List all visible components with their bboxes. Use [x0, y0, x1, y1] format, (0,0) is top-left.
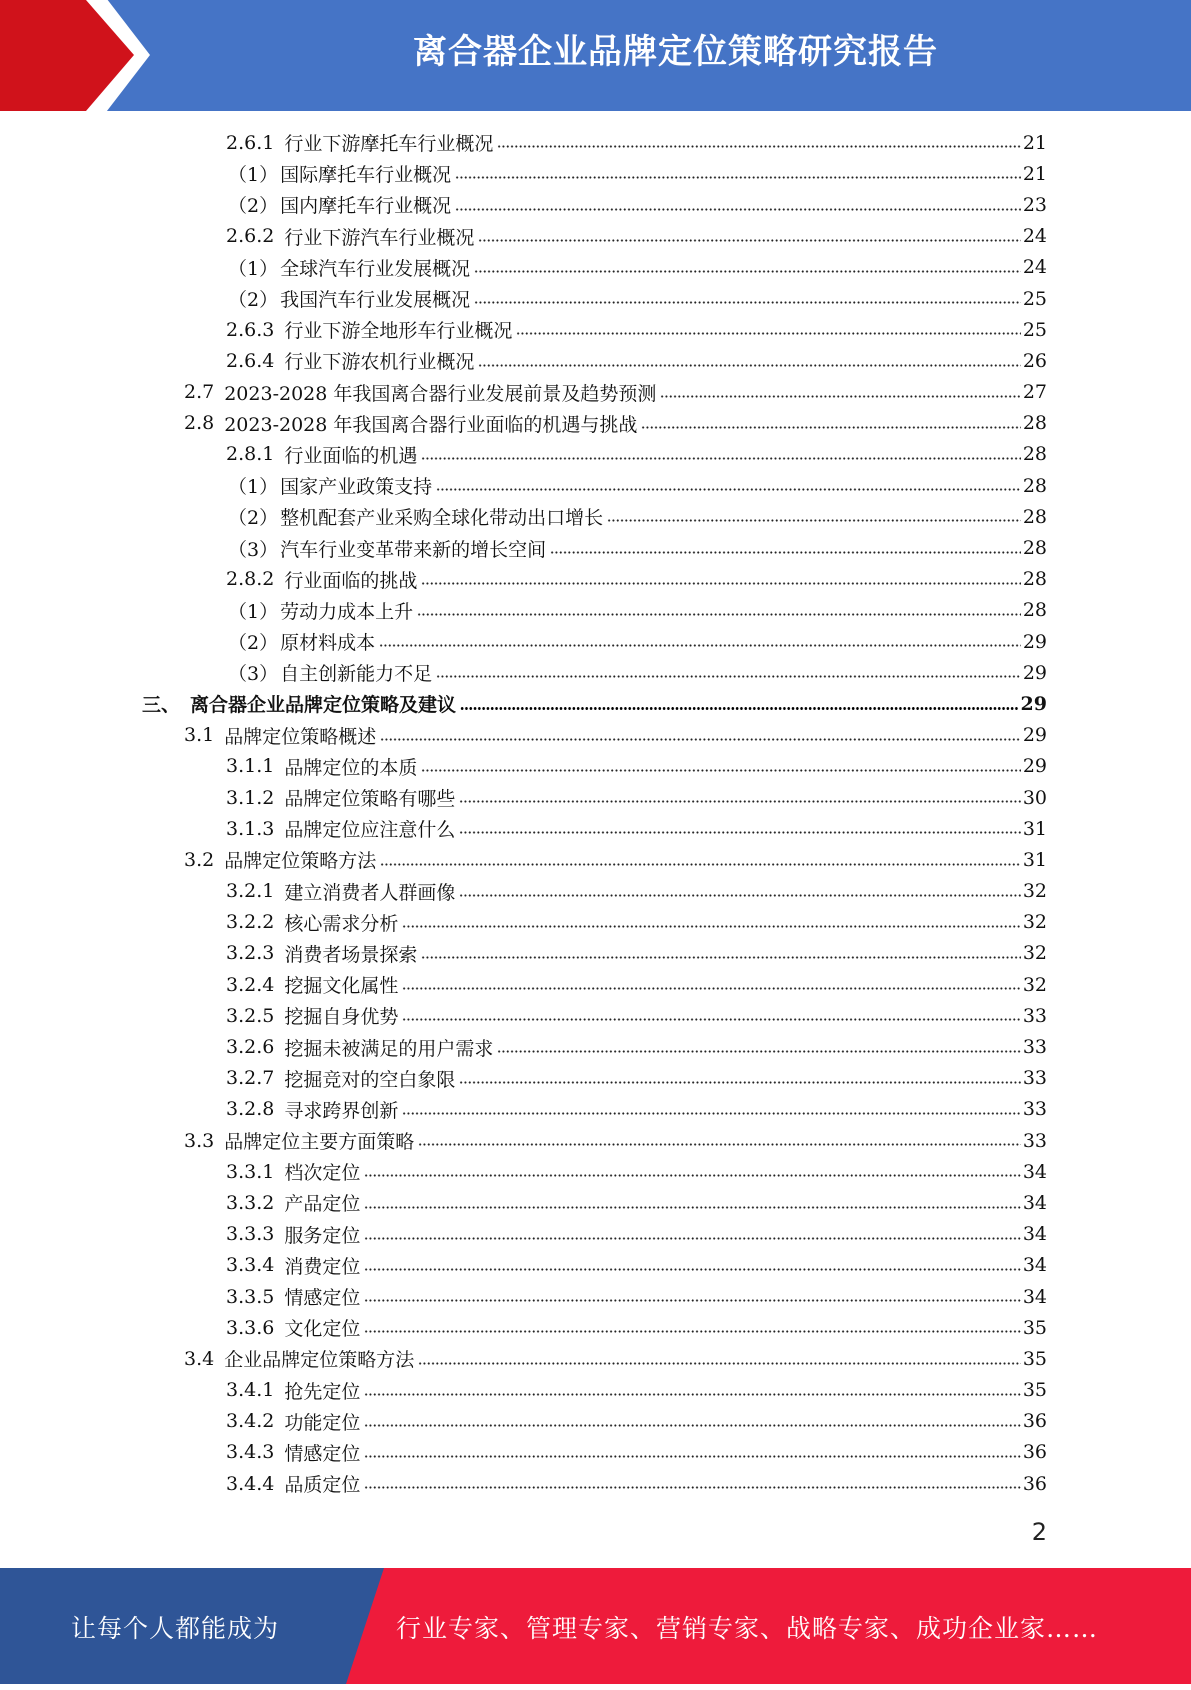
- toc-entry-title: 自主创新能力不足: [280, 663, 433, 686]
- toc-dot-leader: [607, 519, 1021, 522]
- toc-entry-page: 34: [1022, 1285, 1047, 1308]
- toc-entry-number: 3.1.3: [226, 817, 275, 840]
- toc-dot-leader: [459, 894, 1020, 897]
- toc-entry-page: 29: [1022, 724, 1047, 747]
- toc-entry-title: 服务定位: [284, 1224, 361, 1247]
- toc-entry-page: 33: [1022, 1036, 1047, 1059]
- toc-dot-leader: [455, 176, 1021, 179]
- toc-entry-page: 29: [1022, 755, 1047, 778]
- toc-entry[interactable]: [0, 1187, 1191, 1218]
- toc-dot-leader: [497, 1050, 1020, 1053]
- toc-dot-leader: [460, 707, 1019, 710]
- toc-entry[interactable]: [0, 626, 1191, 657]
- toc-entry-title: 原材料成本: [280, 632, 376, 655]
- toc-dot-leader: [418, 1362, 1021, 1365]
- toc-entry[interactable]: [0, 221, 1191, 252]
- page-footer: [0, 1568, 1191, 1684]
- toc-entry-title: 消费者场景探索: [284, 943, 418, 966]
- toc-entry-number: 3.4: [184, 1347, 215, 1370]
- toc-entry-page: 29: [1020, 692, 1047, 715]
- footer-slogan-right: 行业专家、管理专家、营销专家、战略专家、成功企业家……: [396, 1614, 1099, 1643]
- toc-dot-leader: [402, 1018, 1020, 1021]
- toc-entry-number: 3.4.2: [226, 1410, 275, 1433]
- toc-entry-title: 行业下游农机行业概况: [284, 351, 475, 374]
- toc-entry-number: 3.2.1: [226, 880, 275, 903]
- toc-entry-page: 34: [1022, 1191, 1047, 1214]
- toc-entry[interactable]: [0, 1219, 1191, 1250]
- toc-dot-leader: [364, 1299, 1020, 1302]
- toc-entry[interactable]: [0, 1250, 1191, 1281]
- toc-entry-page: 23: [1022, 193, 1047, 216]
- toc-entry-title: 行业下游摩托车行业概况: [284, 133, 494, 156]
- toc-entry-title: 品牌定位策略有哪些: [284, 788, 456, 811]
- toc-entry-page: 24: [1022, 225, 1047, 248]
- toc-entry-number: 3.1: [184, 724, 215, 747]
- toc-dot-leader: [436, 488, 1021, 491]
- toc-dot-leader: [459, 800, 1020, 803]
- toc-entry-number: 3.2: [184, 848, 215, 871]
- toc-entry-title: 建立消费者人群画像: [284, 881, 456, 904]
- toc-entry-title: 企业品牌定位策略方法: [224, 1349, 415, 1372]
- toc-dot-leader: [380, 863, 1021, 866]
- toc-entry[interactable]: [0, 439, 1191, 470]
- toc-entry-title: 行业面临的机遇: [284, 444, 418, 467]
- page-header: [0, 0, 1191, 111]
- toc-entry-number: （1）: [228, 476, 279, 499]
- toc-entry[interactable]: [0, 1156, 1191, 1187]
- header-title: 离合器企业品牌定位策略研究报告: [413, 32, 938, 72]
- toc-entry-page: 32: [1022, 942, 1047, 965]
- toc-dot-leader: [364, 1330, 1020, 1333]
- toc-entry-title: 劳动力成本上升: [280, 600, 414, 623]
- toc-entry[interactable]: [0, 345, 1191, 376]
- toc-dot-leader: [474, 301, 1021, 304]
- toc-entry-number: 3.4.4: [226, 1472, 275, 1495]
- toc-dot-leader: [364, 1174, 1020, 1177]
- toc-entry-number: （2）: [228, 289, 279, 312]
- toc-entry-title: 品牌定位策略方法: [224, 850, 377, 873]
- toc-entry-title: 挖掘竞对的空白象限: [284, 1068, 456, 1091]
- toc-entry[interactable]: [0, 1468, 1191, 1499]
- toc-dot-leader: [418, 1143, 1021, 1146]
- toc-entry[interactable]: [0, 1375, 1191, 1406]
- toc-entry-number: 2.6.1: [226, 131, 275, 154]
- toc-entry[interactable]: [0, 532, 1191, 563]
- toc-dot-leader: [364, 1393, 1020, 1396]
- toc-entry[interactable]: [0, 564, 1191, 595]
- toc-entry[interactable]: [0, 501, 1191, 532]
- toc-entry[interactable]: [0, 813, 1191, 844]
- toc-entry-title: 挖掘未被满足的用户需求: [284, 1037, 494, 1060]
- toc-entry-number: （3）: [228, 538, 279, 561]
- toc-dot-leader: [436, 675, 1021, 678]
- toc-entry-number: 2.8: [184, 412, 215, 435]
- toc-entry-page: 33: [1022, 1129, 1047, 1152]
- toc-entry-title: 挖掘自身优势: [284, 1006, 399, 1029]
- toc-entry-number: （2）: [228, 195, 279, 218]
- toc-dot-leader: [516, 332, 1020, 335]
- toc-entry-page: 29: [1022, 630, 1047, 653]
- toc-entry-page: 28: [1022, 537, 1047, 560]
- toc-entry[interactable]: [0, 314, 1191, 345]
- header-arrow-decoration: [0, 0, 170, 111]
- toc-entry-title: 品牌定位应注意什么: [284, 819, 456, 842]
- toc-entry-number: 2.6.3: [226, 318, 275, 341]
- toc-entry-page: 29: [1022, 661, 1047, 684]
- toc-entry-number: 3.3.4: [226, 1254, 275, 1277]
- toc-entry[interactable]: [0, 377, 1191, 408]
- toc-entry[interactable]: [0, 938, 1191, 969]
- toc-dot-leader: [364, 1206, 1020, 1209]
- toc-dot-leader: [364, 1486, 1020, 1489]
- toc-entry-title: 抢先定位: [284, 1380, 361, 1403]
- toc-entry-page: 28: [1022, 568, 1047, 591]
- toc-entry[interactable]: [0, 657, 1191, 688]
- toc-entry-title: 核心需求分析: [284, 912, 399, 935]
- toc-entry-number: 2.6.2: [226, 225, 275, 248]
- toc-entry-title: 国家产业政策支持: [280, 476, 433, 499]
- toc-entry[interactable]: [0, 1281, 1191, 1312]
- toc-entry[interactable]: [0, 158, 1191, 189]
- toc-entry[interactable]: [0, 844, 1191, 875]
- toc-entry-number: 2.6.4: [226, 349, 275, 372]
- toc-entry-page: 24: [1022, 256, 1047, 279]
- toc-dot-leader: [550, 551, 1021, 554]
- toc-dot-leader: [364, 1455, 1020, 1458]
- toc-dot-leader: [402, 1112, 1020, 1115]
- toc-entry-title: 行业面临的挑战: [284, 569, 418, 592]
- toc-entry-page: 26: [1022, 349, 1047, 372]
- toc-entry-title: 汽车行业变革带来新的增长空间: [280, 538, 547, 561]
- footer-slogan-left: 让每个人都能成为: [70, 1614, 279, 1643]
- toc-entry-number: 3.2.2: [226, 911, 275, 934]
- toc-entry-title: 情感定位: [284, 1287, 361, 1310]
- toc-entry-title: 国内摩托车行业概况: [280, 195, 452, 218]
- toc-entry-title: 情感定位: [284, 1442, 361, 1465]
- toc-entry-page: 32: [1022, 880, 1047, 903]
- toc-entry-page: 36: [1022, 1410, 1047, 1433]
- toc-entry-number: 3.3: [184, 1129, 215, 1152]
- toc-entry-title: 行业下游全地形车行业概况: [284, 320, 513, 343]
- toc-entry-page: 36: [1022, 1472, 1047, 1495]
- toc-entry[interactable]: [0, 720, 1191, 751]
- toc-dot-leader: [421, 582, 1020, 585]
- toc-entry[interactable]: [0, 127, 1191, 158]
- toc-entry-number: 3.2.8: [226, 1098, 275, 1121]
- toc-entry-number: 3.3.6: [226, 1316, 275, 1339]
- toc-entry-number: 3.2.3: [226, 942, 275, 965]
- toc-entry-number: 2.8.1: [226, 443, 275, 466]
- toc-dot-leader: [379, 644, 1021, 647]
- toc-entry-title: 行业下游汽车行业概况: [284, 226, 475, 249]
- toc-entry[interactable]: [0, 1312, 1191, 1343]
- toc-entry[interactable]: [0, 470, 1191, 501]
- toc-entry-title: 我国汽车行业发展概况: [280, 289, 471, 312]
- toc-entry[interactable]: [0, 1343, 1191, 1374]
- toc-dot-leader: [421, 457, 1020, 460]
- toc-entry-page: 31: [1022, 817, 1047, 840]
- toc-entry[interactable]: [0, 595, 1191, 626]
- toc-entry-number: 3.2.5: [226, 1004, 275, 1027]
- toc-entry-title: 寻求跨界创新: [284, 1099, 399, 1122]
- toc-dot-leader: [402, 925, 1020, 928]
- toc-entry-title: 品牌定位主要方面策略: [224, 1131, 415, 1154]
- toc-entry-title: 2023-2028 年我国离合器行业面临的机遇与挑战: [224, 413, 638, 436]
- toc-entry-number: 3.1.1: [226, 755, 275, 778]
- toc-entry-page: 33: [1022, 1098, 1047, 1121]
- toc-entry-title: 离合器企业品牌定位策略及建议: [190, 694, 457, 717]
- toc-entry-number: 3.4.3: [226, 1441, 275, 1464]
- toc-entry-title: 消费定位: [284, 1255, 361, 1278]
- toc-dot-leader: [421, 769, 1020, 772]
- toc-dot-leader: [455, 208, 1021, 211]
- toc-entry-number: （2）: [228, 632, 279, 655]
- toc-entry[interactable]: [0, 189, 1191, 220]
- toc-entry-number: 3.2.7: [226, 1067, 275, 1090]
- toc-entry-title: 品牌定位的本质: [284, 756, 418, 779]
- toc-entry-page: 28: [1022, 505, 1047, 528]
- toc-entry[interactable]: [0, 408, 1191, 439]
- toc-dot-leader: [402, 987, 1020, 990]
- toc-entry-number: 3.3.3: [226, 1223, 275, 1246]
- toc-dot-leader: [641, 426, 1020, 429]
- toc-entry[interactable]: [0, 1063, 1191, 1094]
- toc-entry-page: 28: [1022, 412, 1047, 435]
- toc-dot-leader: [380, 738, 1021, 741]
- toc-entry-page: 28: [1022, 474, 1047, 497]
- toc-dot-leader: [364, 1424, 1020, 1427]
- toc-dot-leader: [497, 145, 1020, 148]
- toc-entry-page: 34: [1022, 1160, 1047, 1183]
- toc-entry-page: 33: [1022, 1004, 1047, 1027]
- toc-entry[interactable]: [0, 782, 1191, 813]
- toc-entry-page: 34: [1022, 1223, 1047, 1246]
- toc-entry-title: 挖掘文化属性: [284, 975, 399, 998]
- toc-entry[interactable]: [0, 1000, 1191, 1031]
- toc-entry-number: 3.2.4: [226, 973, 275, 996]
- toc-entry-page: 34: [1022, 1254, 1047, 1277]
- toc-entry-page: 32: [1022, 973, 1047, 996]
- toc-entry-number: 3.2.6: [226, 1036, 275, 1059]
- toc-dot-leader: [459, 1081, 1020, 1084]
- page-number: 2: [1031, 1518, 1047, 1546]
- toc-entry-page: 35: [1022, 1379, 1047, 1402]
- toc-entry-page: 28: [1022, 599, 1047, 622]
- toc-entry-number: 3.3.5: [226, 1285, 275, 1308]
- toc-entry[interactable]: [0, 688, 1191, 719]
- toc-entry[interactable]: [0, 1031, 1191, 1062]
- toc-entry-page: 27: [1022, 381, 1047, 404]
- table-of-contents: [0, 127, 1191, 1499]
- toc-entry-number: 三、: [142, 694, 181, 717]
- toc-entry-number: 3.3.2: [226, 1191, 275, 1214]
- toc-entry-title: 国际摩托车行业概况: [280, 164, 452, 187]
- toc-entry-number: 3.3.1: [226, 1160, 275, 1183]
- toc-entry-title: 品牌定位策略概述: [224, 725, 377, 748]
- toc-entry-page: 28: [1022, 443, 1047, 466]
- toc-dot-leader: [474, 270, 1021, 273]
- toc-entry[interactable]: [0, 907, 1191, 938]
- toc-entry[interactable]: [0, 751, 1191, 782]
- toc-entry-page: 31: [1022, 848, 1047, 871]
- toc-entry-number: （3）: [228, 663, 279, 686]
- toc-entry-page: 25: [1022, 318, 1047, 341]
- toc-entry-title: 档次定位: [284, 1162, 361, 1185]
- toc-entry-page: 25: [1022, 287, 1047, 310]
- toc-dot-leader: [478, 364, 1020, 367]
- toc-entry-number: 2.8.2: [226, 568, 275, 591]
- toc-entry-page: 33: [1022, 1067, 1047, 1090]
- toc-dot-leader: [660, 395, 1020, 398]
- toc-entry-page: 35: [1022, 1347, 1047, 1370]
- toc-entry-page: 30: [1022, 786, 1047, 809]
- toc-entry-page: 21: [1022, 162, 1047, 185]
- toc-entry[interactable]: [0, 1094, 1191, 1125]
- toc-dot-leader: [417, 613, 1021, 616]
- toc-entry[interactable]: [0, 1437, 1191, 1468]
- toc-entry-number: 3.4.1: [226, 1379, 275, 1402]
- toc-entry-number: （1）: [228, 257, 279, 280]
- toc-entry-title: 文化定位: [284, 1318, 361, 1341]
- toc-dot-leader: [478, 239, 1020, 242]
- toc-entry[interactable]: [0, 969, 1191, 1000]
- toc-entry[interactable]: [0, 1125, 1191, 1156]
- toc-entry-number: （1）: [228, 164, 279, 187]
- toc-dot-leader: [459, 831, 1020, 834]
- toc-entry[interactable]: [0, 252, 1191, 283]
- toc-entry-page: 35: [1022, 1316, 1047, 1339]
- toc-entry-page: 21: [1022, 131, 1047, 154]
- toc-entry-title: 整机配套产业采购全球化带动出口增长: [280, 507, 604, 530]
- toc-entry-title: 产品定位: [284, 1193, 361, 1216]
- toc-dot-leader: [421, 956, 1020, 959]
- toc-entry-title: 品质定位: [284, 1474, 361, 1497]
- toc-entry-number: （2）: [228, 507, 279, 530]
- toc-entry[interactable]: [0, 283, 1191, 314]
- toc-dot-leader: [364, 1237, 1020, 1240]
- toc-entry[interactable]: [0, 1406, 1191, 1437]
- toc-entry-number: 2.7: [184, 381, 215, 404]
- toc-entry-page: 32: [1022, 911, 1047, 934]
- toc-entry-title: 功能定位: [284, 1411, 361, 1434]
- toc-dot-leader: [364, 1268, 1020, 1271]
- toc-entry-number: 3.1.2: [226, 786, 275, 809]
- toc-entry[interactable]: [0, 876, 1191, 907]
- toc-entry-title: 全球汽车行业发展概况: [280, 257, 471, 280]
- toc-entry-number: （1）: [228, 600, 279, 623]
- toc-entry-page: 36: [1022, 1441, 1047, 1464]
- toc-entry-title: 2023-2028 年我国离合器行业发展前景及趋势预测: [224, 382, 657, 405]
